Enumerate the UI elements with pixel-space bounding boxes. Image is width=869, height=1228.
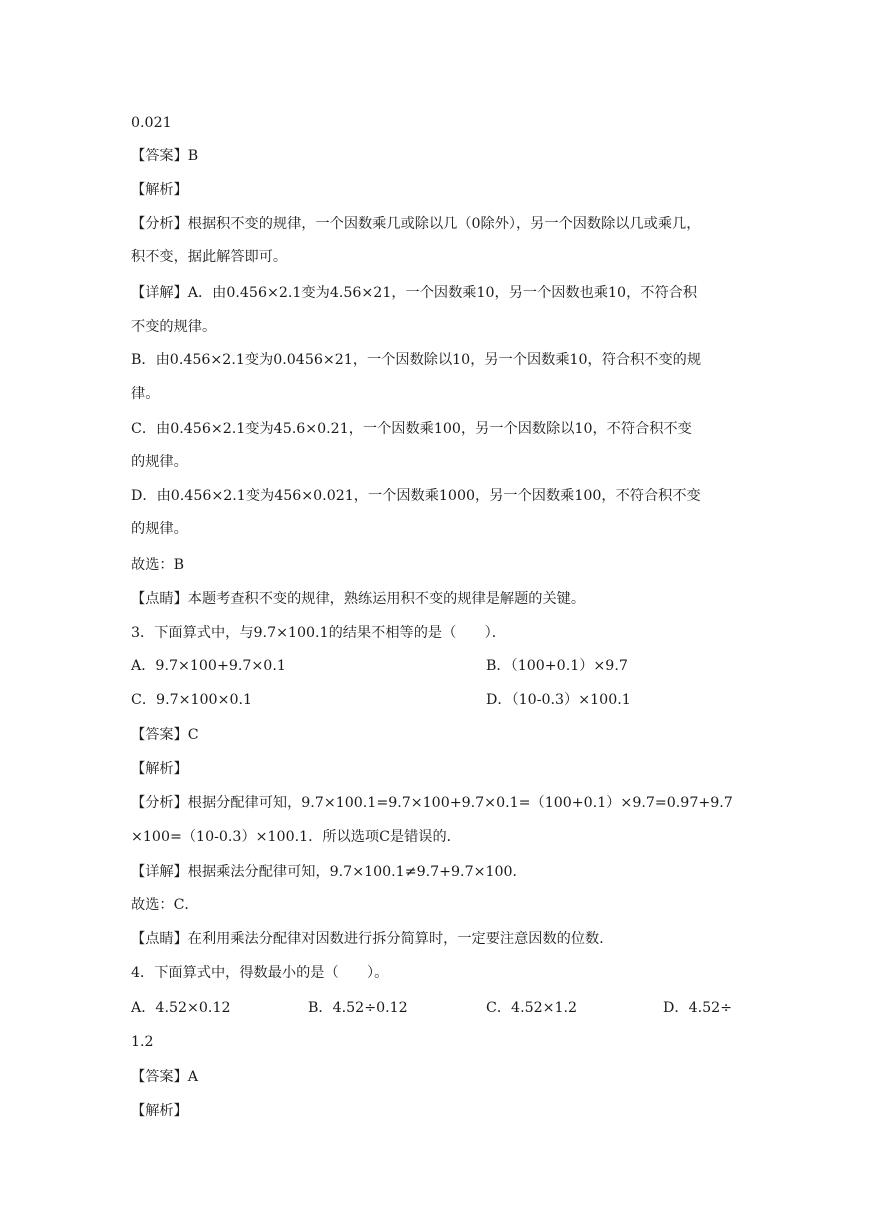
text-line: 的规律。 <box>131 521 188 537</box>
text-line: 0.021 <box>131 115 172 131</box>
text-line: C．由0.456×2.1变为45.6×0.21，一个因数乘100，另一个因数除以10，不符合积不变 <box>131 421 692 437</box>
answer-line: 【答案】C <box>131 727 199 743</box>
q3-option-a: A．9.7×100+9.7×0.1 <box>131 658 286 674</box>
q4-option-c: C．4.52×1.2 <box>486 1000 578 1016</box>
analysis-heading: 【解析】 <box>131 761 188 777</box>
answer-line: 【答案】B <box>131 148 199 164</box>
answer-line: 【答案】A <box>131 1069 198 1085</box>
text-line: 【分析】根据分配律可知，9.7×100.1=9.7×100+9.7×0.1=（100+0.1）×9.7=0.97+9.7 <box>131 795 733 811</box>
text-line: D．由0.456×2.1变为456×0.021，一个因数乘1000，另一个因数乘100，不符合积不变 <box>131 488 701 504</box>
text-line: 【详解】A．由0.456×2.1变为4.56×21，一个因数乘10，另一个因数也乘10，不符合积 <box>131 285 698 301</box>
q3-option-d: D．（10-0.3）×100.1 <box>486 692 631 708</box>
text-line: 【点睛】在利用乘法分配律对因数进行拆分简算时，一定要注意因数的位数． <box>131 931 614 947</box>
q4-option-d-continued: 1.2 <box>131 1034 154 1050</box>
q3-option-c: C．9.7×100×0.1 <box>131 692 253 708</box>
question-4: 4．下面算式中，得数最小的是（ ）。 <box>131 965 389 981</box>
text-line: 【详解】根据乘法分配律可知，9.7×100.1≠9.7+9.7×100． <box>131 864 527 880</box>
text-line: 的规律。 <box>131 454 188 470</box>
analysis-heading: 【解析】 <box>131 182 188 198</box>
choice-line: 故选：B <box>131 557 184 573</box>
question-3: 3．下面算式中，与9.7×100.1的结果不相等的是（ ）． <box>131 625 506 641</box>
text-line: 不变的规律。 <box>131 319 217 335</box>
q3-option-b: B．（100+0.1）×9.7 <box>486 658 628 674</box>
text-line: ×100=（10-0.3）×100.1．所以选项C是错误的． <box>131 829 461 845</box>
text-line: B．由0.456×2.1变为0.0456×21，一个因数除以10，另一个因数乘10，符合积不变的规 <box>131 352 702 368</box>
q4-option-d: D．4.52÷ <box>663 1000 733 1016</box>
text-line: 【分析】根据积不变的规律，一个因数乘几或除以几（0除外），另一个因数除以几或乘几， <box>131 216 701 232</box>
text-line: 【点睛】本题考查积不变的规律，熟练运用积不变的规律是解题的关键。 <box>131 591 586 607</box>
q4-option-a: A．4.52×0.12 <box>131 1000 231 1016</box>
analysis-heading: 【解析】 <box>131 1103 188 1119</box>
choice-line: 故选：C． <box>131 897 199 913</box>
text-line: 积不变，据此解答即可。 <box>131 249 288 265</box>
text-line: 律。 <box>131 386 160 402</box>
q4-option-b: B．4.52÷0.12 <box>308 1000 408 1016</box>
